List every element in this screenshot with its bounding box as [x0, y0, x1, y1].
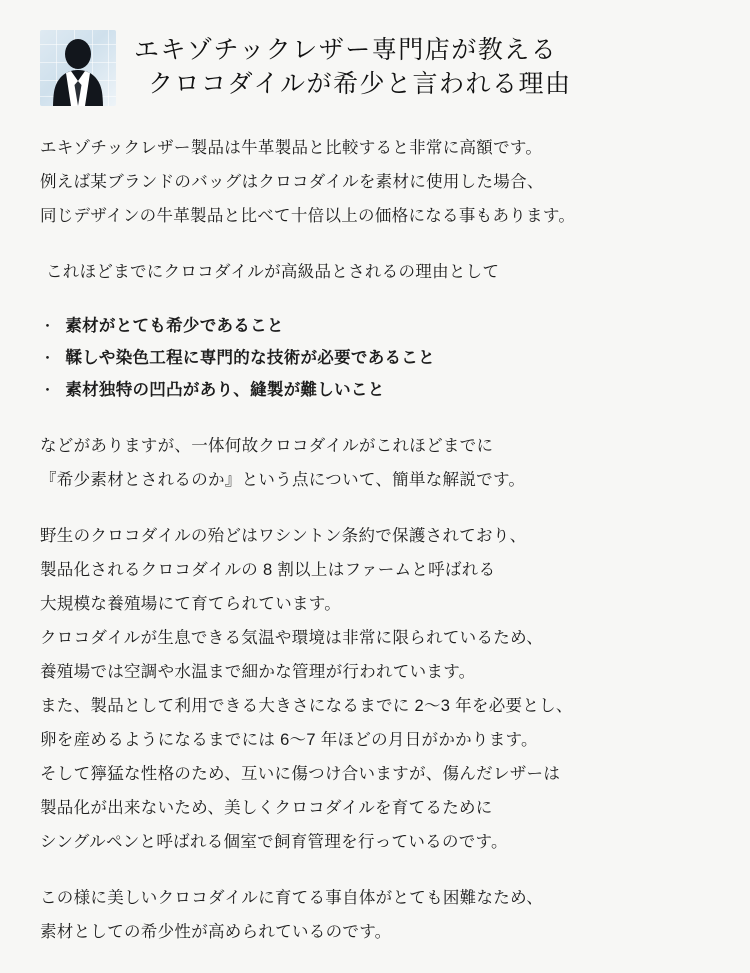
bullet-dot-icon: ・: [40, 382, 56, 400]
title-line-2: クロコダイルが希少と言われる理由: [148, 71, 572, 98]
paragraph-3-line-1: などがありますが、一体何故クロコダイルがこれほどまでに: [40, 437, 494, 456]
paragraph-1-line-3: 同じデザインの牛革製品と比べて十倍以上の価格になる事もあります。: [40, 206, 576, 225]
article-body: [40, 132, 710, 950]
paragraph-4-line-5: 養殖場では空調や水温まで細かな管理が行われています。: [40, 663, 476, 682]
paragraph-4-line-6: また、製品として利用できる大きさになるまでに 2～3 年を必要とし、: [40, 697, 573, 716]
page-title: [134, 34, 572, 103]
list-item: [40, 310, 710, 342]
paragraph-4-line-9: 製品化が出来ないため、美しくクロコダイルを育てるために: [40, 799, 493, 818]
paragraph-5-line-2: 素材としての希少性が高められているのです。: [40, 923, 392, 942]
paragraph-4-line-1: 野生のクロコダイルの殆どはワシントン条約で保護されており、: [40, 527, 527, 546]
paragraph-4-line-8: そして獰猛な性格のため、互いに傷つけ合いますが、傷んだレザーは: [40, 765, 561, 784]
list-item-label: 鞣しや染色工程に専門的な技術が必要であること: [65, 349, 435, 368]
paragraph-2: [40, 256, 710, 290]
paragraph-3-line-2: 『希少素材とされるのか』という点について、簡単な解説です。: [40, 471, 526, 490]
article-header: [40, 30, 710, 106]
list-item-label: 素材独特の凹凸があり、縫製が難しいこと: [65, 381, 385, 400]
person-silhouette-avatar: [40, 30, 116, 106]
paragraph-4-line-10: シングルペンと呼ばれる個室で飼育管理を行っているのです。: [40, 833, 508, 852]
bullet-dot-icon: ・: [40, 317, 56, 335]
paragraph-4-line-7: 卵を産めるようになるまでには 6～7 年ほどの月日がかかります。: [40, 731, 538, 750]
paragraph-1-line-1: エキゾチックレザー製品は牛革製品と比較すると非常に高額です。: [40, 139, 543, 157]
list-item: [40, 374, 710, 406]
paragraph-3: [40, 430, 710, 498]
paragraph-5-line-1: この様に美しいクロコダイルに育てる事自体がとても困難なため、: [40, 889, 544, 908]
paragraph-4-line-2: 製品化されるクロコダイルの 8 割以上はファームと呼ばれる: [40, 561, 496, 580]
paragraph-1-line-2: 例えば某ブランドのバッグはクロコダイルを素材に使用した場合、: [40, 172, 544, 191]
paragraph-4-line-3: 大規模な養殖場にて育てられています。: [40, 595, 342, 614]
paragraph-5: [40, 882, 710, 950]
paragraph-1: [40, 132, 710, 234]
title-line-1: エキゾチックレザー専門店が教える: [134, 36, 558, 64]
reason-list: [40, 310, 710, 407]
bullet-dot-icon: ・: [40, 350, 56, 368]
list-item-label: 素材がとても希少であること: [65, 316, 284, 335]
silhouette-shape: [40, 30, 116, 106]
paragraph-4-line-4: クロコダイルが生息できる気温や環境は非常に限られているため、: [40, 629, 544, 648]
list-item: [40, 342, 710, 374]
paragraph-2-line-1: これほどまでにクロコダイルが高級品とされるの理由として: [46, 262, 500, 281]
paragraph-4: [40, 520, 710, 860]
